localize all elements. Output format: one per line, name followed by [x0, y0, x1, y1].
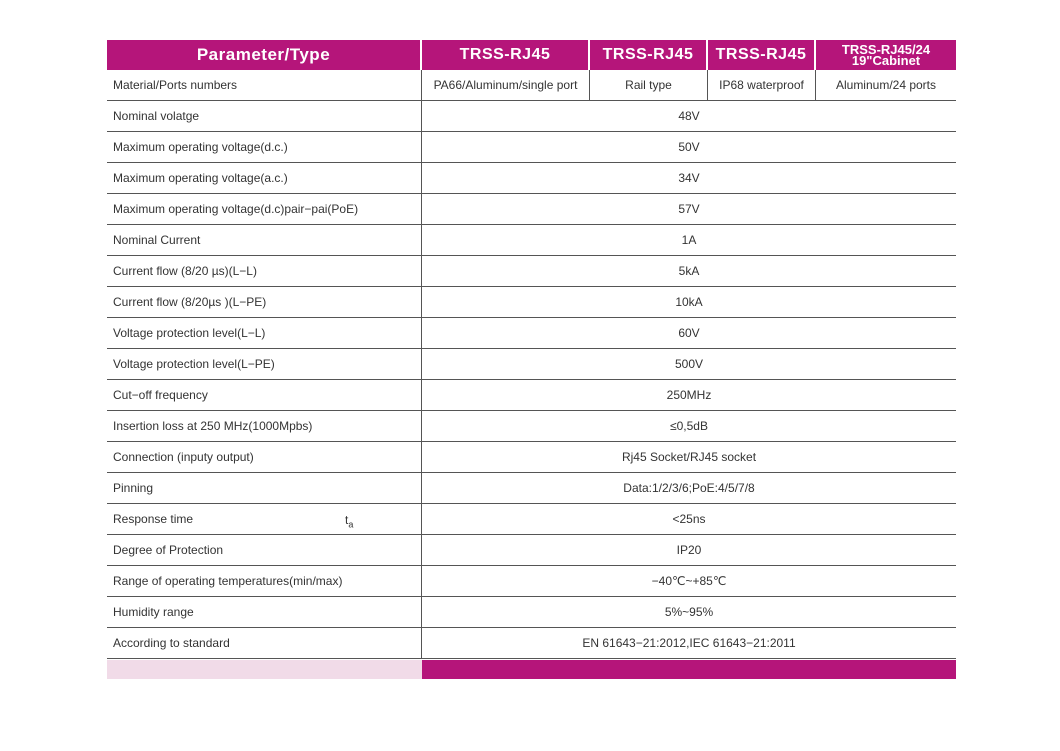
table-row: [107, 163, 956, 194]
table-row: [107, 287, 956, 318]
row-value: 50V: [678, 140, 700, 154]
row-label: Maximum operating voltage(a.c.): [107, 163, 422, 193]
table-row: [107, 349, 956, 380]
row-label: Voltage protection level(L−PE): [107, 349, 422, 379]
row-value: −40℃~+85℃: [651, 574, 727, 588]
table-row: [107, 380, 956, 411]
row-label: Maximum operating voltage(d.c.): [107, 132, 422, 162]
table-row: [107, 442, 956, 473]
table-header: [107, 40, 956, 70]
row-value: 250MHz: [666, 388, 712, 402]
row-label: Cut−off frequency: [107, 380, 422, 410]
row-value-2: Rail type: [590, 70, 708, 100]
row-label: [107, 504, 422, 534]
row-value: 48V: [678, 109, 700, 123]
row-label: Maximum operating voltage(d.c)pair−pai(PoE): [107, 194, 422, 224]
row-label: Nominal Current: [107, 225, 422, 255]
row-label: Current flow (8/20µs )(L−PE): [107, 287, 422, 317]
row-label: Pinning: [107, 473, 422, 503]
row-label: Nominal volatge: [107, 101, 422, 131]
header-cabinet-line2: 19"Cabinet: [851, 53, 921, 68]
table-row: [107, 628, 956, 659]
spec-table: [107, 40, 956, 679]
table-row: [107, 318, 956, 349]
row-label: Degree of Protection: [107, 535, 422, 565]
row-label: Current flow (8/20 µs)(L−L): [107, 256, 422, 286]
row-value-4: Aluminum/24 ports: [835, 78, 937, 92]
row-value: 1A: [681, 233, 697, 247]
table-row: [107, 411, 956, 442]
row-value: 60V: [678, 326, 700, 340]
header-type-2: TRSS-RJ45: [590, 40, 708, 70]
row-value: 34V: [678, 171, 700, 185]
row-value: ≤0,5dB: [670, 419, 708, 433]
row-value: 500V: [674, 357, 704, 371]
table-row: [107, 256, 956, 287]
table-row: [107, 101, 956, 132]
row-value: 10kA: [675, 295, 703, 309]
footer-right-band: [422, 660, 956, 679]
row-label: Insertion loss at 250 MHz(1000Mpbs): [107, 411, 422, 441]
table-row: [107, 194, 956, 225]
header-type-1: TRSS-RJ45: [422, 40, 590, 70]
row-value: EN 61643−21:2012,IEC 61643−21:2011: [582, 636, 796, 650]
row-label: Humidity range: [107, 597, 422, 627]
header-param: Parameter/Type: [107, 40, 422, 70]
row-label: Range of operating temperatures(min/max): [107, 566, 422, 596]
row-value: Data:1/2/3/6;PoE:4/5/7/8: [623, 481, 755, 495]
table-footer-bar: [107, 660, 956, 679]
table-row: [107, 535, 956, 566]
row-value: <25ns: [672, 512, 706, 526]
table-row: [107, 473, 956, 504]
row-value: IP20: [676, 543, 702, 557]
row-value: 57V: [678, 202, 700, 216]
footer-left-band: [107, 660, 422, 679]
table-row: [107, 132, 956, 163]
row-value: 5kA: [678, 264, 700, 278]
row-label: Material/Ports numbers: [107, 70, 422, 100]
row-label: Voltage protection level(L−L): [107, 318, 422, 348]
header-type-cabinet: [816, 40, 956, 70]
table-row: [107, 566, 956, 597]
response-time-symbol: $t_a$: [345, 513, 354, 530]
table-row: [107, 504, 956, 535]
row-label: Connection (inputy output): [107, 442, 422, 472]
row-value-1: PA66/Aluminum/single port: [422, 70, 590, 100]
row-value: 5%~95%: [664, 605, 714, 619]
row-label: According to standard: [107, 628, 422, 658]
header-cabinet-line1: TRSS-RJ45/24: [841, 42, 931, 57]
table-row: [107, 225, 956, 256]
row-label-text: Response time: [113, 512, 194, 526]
header-type-3: TRSS-RJ45: [708, 40, 816, 70]
row-value-3: IP68 waterproof: [708, 70, 816, 100]
table-row-material: [107, 70, 956, 101]
row-value: Rj45 Socket/RJ45 socket: [621, 450, 757, 464]
table-row: [107, 597, 956, 628]
